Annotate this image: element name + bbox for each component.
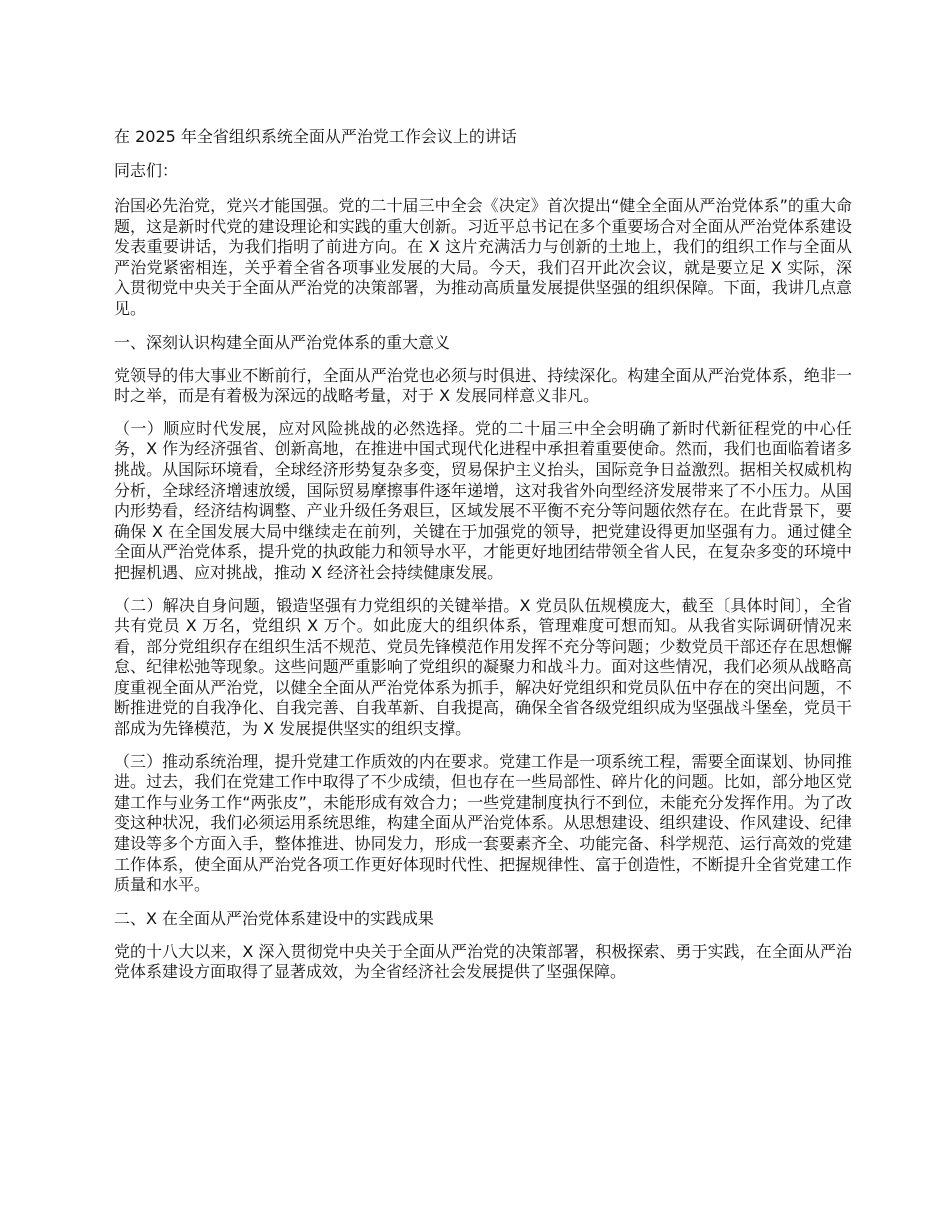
section-1-point-2-paragraph: （二）解决自身问题，锻造坚强有力党组织的关键举措。X 党员队伍规模庞大，截至〔具体时间〕，全省共有党员 X 万名，党组织 X 万个。如此庞大的组织体系，管理难度可想而知。从我省实际调研情况来看，部分党组织存在组织生活不规范、党员先锋模范作用发挥不充分等问题；少数党员干部还存在思想懈怠、纪律松弛等现象。这些问题严重影响了党组织的凝聚力和战斗力。面对这些情况，我们必须从战略高度重视全面从严治党，以健全全面从严治党体系为抓手，解决好党组织和党员队伍中存在的突出问题，不断推进党的自我净化、自我完善、自我革新、自我提高，确保全省各级党组织成为坚强战斗堡垒，党员干部成为先锋模范，为 X 发展提供坚实的组织支撑。 (114, 595, 852, 739)
section-2-heading: 二、X 在全面从严治党体系建设中的实践成果 (114, 908, 435, 928)
section-1-lead-paragraph: 党领导的伟大事业不断前行，全面从严治党也必须与时俱进、持续深化。构建全面从严治党体系，绝非一时之举，而是有着极为深远的战略考量，对于 X 发展同样意义非凡。 (114, 365, 852, 406)
document-body (114, 126, 852, 995)
intro-paragraph: 治国必先治党，党兴才能国强。党的二十届三中全会《决定》首次提出“健全全面从严治党体系”的重大命题，这是新时代党的建设理论和实践的重大创新。习近平总书记在多个重要场合对全面从严治党体系建设发表重要讲话，为我们指明了前进方向。在 X 这片充满活力与创新的土地上，我们的组织工作与全面从严治党紧密相连，关乎着全省各项事业发展的大局。今天，我们召开此次会议，就是要立足 X 实际，深入贯彻党中央关于全面从严治党的决策部署，为推动高质量发展提供坚强的组织保障。下面，我讲几点意见。 (114, 196, 852, 318)
section-1-heading: 一、深刻认识构建全面从严治党体系的重大意义 (114, 332, 451, 352)
section-1-point-3-paragraph: （三）推动系统治理，提升党建工作质效的内在要求。党建工作是一项系统工程，需要全面谋划、协同推进。过去，我们在党建工作中取得了不少成绩，但也存在一些局部性、碎片化的问题。比如，部分地区党建工作与业务工作“两张皮”，未能形成有效合力；一些党建制度执行不到位，未能充分发挥作用。为了改变这种状况，我们必须运用系统思维，构建全面从严治党体系。从思想建设、组织建设、作风建设、纪律建设等多个方面入手，整体推进、协同发力，形成一套要素齐全、功能完备、科学规范、运行高效的党建工作体系，使全面从严治党各项工作更好体现时代性、把握规律性、富于创造性，不断提升全省党建工作质量和水平。 (114, 751, 852, 895)
section-1-point-1-paragraph: （一）顺应时代发展，应对风险挑战的必然选择。党的二十届三中全会明确了新时代新征程党的中心任务，X 作为经济强省、创新高地，在推进中国式现代化进程中承担着重要使命。然而，我们也面临着诸多挑战。从国际环境看，全球经济形势复杂多变，贸易保护主义抬头，国际竞争日益激烈。据相关权威机构分析，全球经济增速放缓，国际贸易摩擦事件逐年递增，这对我省外向型经济发展带来了不小压力。从国内形势看，经济结构调整、产业升级任务艰巨，区域发展不平衡不充分等问题依然存在。在此背景下，要确保 X 在全国发展大局中继续走在前列，关键在于加强党的领导，把党建设得更加坚强有力。通过健全全面从严治党体系，提升党的执政能力和领导水平，才能更好地团结带领全省人民，在复杂多变的环境中把握机遇、应对挑战，推动 X 经济社会持续健康发展。 (114, 418, 852, 582)
document-title: 在 2025 年全省组织系统全面从严治党工作会议上的讲话 (114, 127, 517, 146)
greeting: 同志们： (114, 161, 179, 180)
section-2-lead-paragraph: 党的十八大以来，X 深入贯彻党中央关于全面从严治党的决策部署，积极探索、勇于实践，在全面从严治党体系建设方面取得了显著成效，为全省经济社会发展提供了坚强保障。 (114, 941, 852, 982)
